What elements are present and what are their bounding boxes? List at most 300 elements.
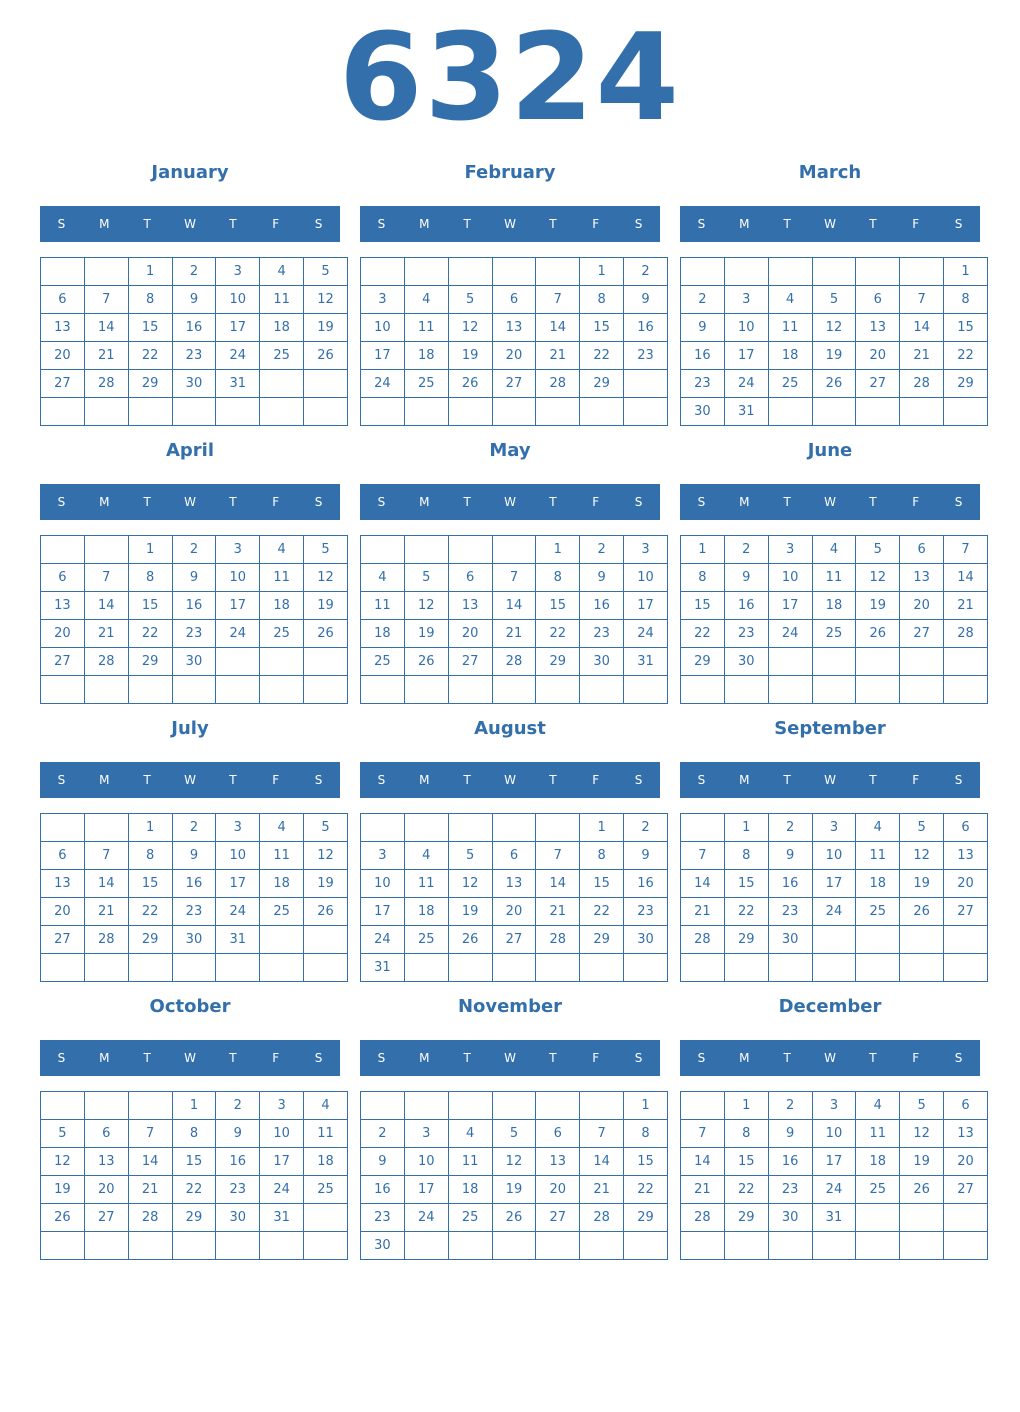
day-cell: 12 [304, 286, 348, 314]
empty-day-cell [536, 398, 580, 426]
day-cell: 18 [404, 898, 448, 926]
day-cell: 21 [536, 342, 580, 370]
day-grid [680, 813, 988, 982]
empty-day-cell [84, 258, 128, 286]
weekday-label: S [314, 495, 323, 509]
day-cell: 22 [128, 620, 172, 648]
empty-day-cell [361, 398, 405, 426]
week-row [361, 814, 668, 842]
day-cell: 23 [624, 342, 668, 370]
day-grid [40, 813, 348, 982]
day-cell: 21 [84, 898, 128, 926]
day-cell: 5 [304, 814, 348, 842]
week-row [361, 286, 668, 314]
week-row [681, 342, 988, 370]
empty-day-cell [944, 1204, 988, 1232]
weekday-label: T [229, 773, 237, 787]
day-cell: 29 [580, 370, 624, 398]
weekday-label: W [824, 1051, 836, 1065]
empty-day-cell [624, 1232, 668, 1260]
day-cell: 2 [172, 258, 216, 286]
day-cell: 8 [172, 1120, 216, 1148]
weekday-header [680, 206, 980, 242]
day-cell: 7 [580, 1120, 624, 1148]
day-cell: 20 [41, 620, 85, 648]
day-cell: 16 [768, 870, 812, 898]
empty-day-cell [260, 370, 304, 398]
week-row [681, 1232, 988, 1260]
empty-day-cell [172, 954, 216, 982]
day-cell: 22 [724, 898, 768, 926]
week-row [681, 564, 988, 592]
weekday-label: T [463, 217, 471, 231]
day-cell: 17 [216, 592, 260, 620]
day-cell: 25 [768, 370, 812, 398]
day-cell: 24 [624, 620, 668, 648]
day-cell: 1 [172, 1092, 216, 1120]
empty-day-cell [944, 648, 988, 676]
day-cell: 18 [768, 342, 812, 370]
day-cell: 10 [812, 842, 856, 870]
day-cell: 3 [216, 814, 260, 842]
day-cell: 3 [624, 536, 668, 564]
day-cell: 13 [900, 564, 944, 592]
empty-day-cell [812, 954, 856, 982]
weekday-label: M [99, 217, 110, 231]
day-cell: 7 [900, 286, 944, 314]
week-row [681, 258, 988, 286]
day-cell: 27 [41, 926, 85, 954]
day-grid [40, 535, 348, 704]
empty-day-cell [681, 676, 725, 704]
empty-day-cell [41, 954, 85, 982]
week-row [681, 620, 988, 648]
day-cell: 29 [128, 370, 172, 398]
day-cell: 21 [492, 620, 536, 648]
day-cell: 11 [260, 842, 304, 870]
empty-day-cell [944, 1232, 988, 1260]
day-cell: 1 [724, 1092, 768, 1120]
empty-day-cell [536, 1232, 580, 1260]
week-row [361, 1148, 668, 1176]
week-row [361, 926, 668, 954]
day-cell: 14 [536, 314, 580, 342]
day-cell: 8 [944, 286, 988, 314]
day-cell: 11 [260, 564, 304, 592]
day-cell: 7 [84, 842, 128, 870]
weekday-label: S [57, 495, 66, 509]
day-cell: 9 [361, 1148, 405, 1176]
weekday-label: F [272, 217, 280, 231]
day-cell: 20 [856, 342, 900, 370]
empty-day-cell [172, 676, 216, 704]
day-cell: 25 [404, 926, 448, 954]
week-row [41, 1092, 348, 1120]
weekday-label: W [184, 217, 196, 231]
weekday-label: S [377, 217, 386, 231]
day-cell: 29 [172, 1204, 216, 1232]
weekday-label: W [824, 773, 836, 787]
empty-day-cell [448, 954, 492, 982]
day-cell: 29 [944, 370, 988, 398]
empty-day-cell [84, 814, 128, 842]
empty-day-cell [681, 258, 725, 286]
day-cell: 1 [128, 258, 172, 286]
empty-day-cell [41, 258, 85, 286]
day-cell: 6 [41, 842, 85, 870]
weekday-label: T [869, 217, 877, 231]
day-cell: 3 [260, 1092, 304, 1120]
day-cell: 1 [128, 814, 172, 842]
day-cell: 22 [944, 342, 988, 370]
day-cell: 21 [944, 592, 988, 620]
day-cell: 11 [404, 870, 448, 898]
day-cell: 2 [580, 536, 624, 564]
day-cell: 4 [812, 536, 856, 564]
weekday-label: T [549, 217, 557, 231]
weekday-label: F [592, 1051, 600, 1065]
empty-day-cell [404, 954, 448, 982]
day-cell: 8 [580, 842, 624, 870]
day-cell: 12 [448, 314, 492, 342]
day-cell: 5 [812, 286, 856, 314]
day-cell: 21 [536, 898, 580, 926]
day-cell: 11 [304, 1120, 348, 1148]
day-cell: 27 [41, 648, 85, 676]
day-cell: 7 [681, 842, 725, 870]
day-grid [360, 257, 668, 426]
day-cell: 26 [812, 370, 856, 398]
empty-day-cell [856, 258, 900, 286]
day-cell: 11 [404, 314, 448, 342]
week-row [41, 870, 348, 898]
week-row [41, 1232, 348, 1260]
empty-day-cell [492, 536, 536, 564]
day-cell: 17 [812, 870, 856, 898]
empty-day-cell [856, 1232, 900, 1260]
day-cell: 22 [128, 898, 172, 926]
week-row [41, 676, 348, 704]
empty-day-cell [768, 1232, 812, 1260]
day-cell: 23 [724, 620, 768, 648]
weekday-header [40, 484, 340, 520]
day-cell: 15 [128, 314, 172, 342]
day-cell: 13 [41, 592, 85, 620]
empty-day-cell [216, 648, 260, 676]
empty-day-cell [768, 954, 812, 982]
day-cell: 3 [216, 536, 260, 564]
day-cell: 20 [492, 898, 536, 926]
day-cell: 9 [624, 842, 668, 870]
day-cell: 22 [536, 620, 580, 648]
day-cell: 21 [128, 1176, 172, 1204]
day-cell: 7 [492, 564, 536, 592]
day-cell: 18 [448, 1176, 492, 1204]
weekday-label: W [824, 217, 836, 231]
day-cell: 14 [128, 1148, 172, 1176]
empty-day-cell [624, 676, 668, 704]
day-cell: 3 [361, 286, 405, 314]
empty-day-cell [41, 1232, 85, 1260]
day-cell: 5 [304, 258, 348, 286]
day-cell: 7 [536, 286, 580, 314]
empty-day-cell [304, 926, 348, 954]
empty-day-cell [900, 398, 944, 426]
day-cell: 19 [304, 314, 348, 342]
day-cell: 13 [856, 314, 900, 342]
empty-day-cell [492, 676, 536, 704]
day-cell: 23 [768, 898, 812, 926]
day-cell: 22 [128, 342, 172, 370]
day-cell: 10 [216, 842, 260, 870]
day-cell: 5 [900, 814, 944, 842]
day-cell: 30 [172, 370, 216, 398]
empty-day-cell [361, 1092, 405, 1120]
empty-day-cell [448, 1092, 492, 1120]
day-grid [360, 1091, 668, 1260]
day-cell: 4 [856, 1092, 900, 1120]
week-row [41, 342, 348, 370]
weekday-label: T [143, 495, 151, 509]
day-cell: 9 [172, 564, 216, 592]
day-cell: 2 [172, 536, 216, 564]
empty-day-cell [404, 258, 448, 286]
week-row [41, 842, 348, 870]
empty-day-cell [361, 536, 405, 564]
day-cell: 2 [681, 286, 725, 314]
weekday-label: T [143, 773, 151, 787]
week-row [681, 1092, 988, 1120]
day-cell: 26 [304, 342, 348, 370]
week-row [681, 398, 988, 426]
week-row [361, 954, 668, 982]
day-cell: 25 [812, 620, 856, 648]
week-row [681, 814, 988, 842]
day-cell: 16 [768, 1148, 812, 1176]
weekday-label: S [314, 773, 323, 787]
week-row [361, 1092, 668, 1120]
empty-day-cell [681, 954, 725, 982]
weekday-label: S [634, 495, 643, 509]
day-cell: 21 [681, 898, 725, 926]
day-cell: 6 [944, 1092, 988, 1120]
empty-day-cell [900, 1204, 944, 1232]
empty-day-cell [41, 1092, 85, 1120]
week-row [361, 1204, 668, 1232]
day-cell: 13 [41, 314, 85, 342]
day-cell: 20 [944, 870, 988, 898]
day-cell: 17 [404, 1176, 448, 1204]
day-cell: 8 [624, 1120, 668, 1148]
empty-day-cell [84, 1092, 128, 1120]
day-cell: 8 [128, 564, 172, 592]
day-cell: 28 [681, 1204, 725, 1232]
day-cell: 29 [724, 1204, 768, 1232]
weekday-label: S [954, 495, 963, 509]
day-cell: 27 [84, 1204, 128, 1232]
day-cell: 18 [361, 620, 405, 648]
week-row [41, 898, 348, 926]
day-cell: 27 [492, 926, 536, 954]
week-row [681, 592, 988, 620]
day-cell: 9 [681, 314, 725, 342]
day-cell: 2 [624, 258, 668, 286]
day-cell: 12 [812, 314, 856, 342]
empty-day-cell [41, 398, 85, 426]
empty-day-cell [361, 676, 405, 704]
day-cell: 14 [681, 1148, 725, 1176]
day-cell: 30 [361, 1232, 405, 1260]
empty-day-cell [856, 954, 900, 982]
weekday-label: S [377, 773, 386, 787]
month-name: March [798, 162, 862, 183]
weekday-label: W [184, 773, 196, 787]
day-cell: 21 [84, 620, 128, 648]
day-cell: 5 [900, 1092, 944, 1120]
day-cell: 15 [580, 314, 624, 342]
day-cell: 7 [536, 842, 580, 870]
empty-day-cell [492, 398, 536, 426]
day-cell: 7 [84, 286, 128, 314]
day-cell: 10 [404, 1148, 448, 1176]
empty-day-cell [128, 398, 172, 426]
day-cell: 15 [128, 592, 172, 620]
week-row [681, 926, 988, 954]
day-cell: 16 [624, 870, 668, 898]
day-cell: 9 [172, 842, 216, 870]
day-cell: 23 [580, 620, 624, 648]
weekday-label: S [634, 217, 643, 231]
day-cell: 28 [128, 1204, 172, 1232]
day-cell: 29 [536, 648, 580, 676]
day-cell: 1 [580, 814, 624, 842]
empty-day-cell [260, 648, 304, 676]
day-cell: 6 [84, 1120, 128, 1148]
day-cell: 24 [724, 370, 768, 398]
weekday-label: S [377, 495, 386, 509]
empty-day-cell [404, 676, 448, 704]
day-cell: 19 [304, 870, 348, 898]
day-cell: 27 [536, 1204, 580, 1232]
week-row [361, 648, 668, 676]
weekday-label: M [419, 773, 430, 787]
weekday-label: T [549, 1051, 557, 1065]
day-cell: 12 [900, 1120, 944, 1148]
empty-day-cell [580, 398, 624, 426]
weekday-label: T [783, 495, 791, 509]
day-cell: 5 [448, 286, 492, 314]
weekday-label: M [419, 495, 430, 509]
day-cell: 13 [944, 1120, 988, 1148]
day-cell: 8 [724, 842, 768, 870]
day-cell: 25 [260, 620, 304, 648]
week-row [681, 1176, 988, 1204]
day-cell: 5 [404, 564, 448, 592]
day-cell: 3 [812, 1092, 856, 1120]
day-cell: 23 [216, 1176, 260, 1204]
week-row [361, 592, 668, 620]
day-cell: 18 [856, 1148, 900, 1176]
week-row [41, 592, 348, 620]
empty-day-cell [41, 536, 85, 564]
empty-day-cell [724, 676, 768, 704]
day-cell: 4 [260, 258, 304, 286]
week-row [41, 620, 348, 648]
day-cell: 1 [128, 536, 172, 564]
empty-day-cell [172, 1232, 216, 1260]
day-cell: 16 [361, 1176, 405, 1204]
day-cell: 30 [172, 926, 216, 954]
day-cell: 21 [681, 1176, 725, 1204]
empty-day-cell [856, 1204, 900, 1232]
day-cell: 17 [361, 898, 405, 926]
empty-day-cell [260, 676, 304, 704]
empty-day-cell [681, 1232, 725, 1260]
weekday-label: S [314, 1051, 323, 1065]
day-cell: 15 [624, 1148, 668, 1176]
day-cell: 19 [492, 1176, 536, 1204]
weekday-label: F [912, 773, 920, 787]
day-cell: 16 [681, 342, 725, 370]
day-cell: 8 [724, 1120, 768, 1148]
empty-day-cell [404, 536, 448, 564]
week-row [681, 314, 988, 342]
day-cell: 5 [41, 1120, 85, 1148]
empty-day-cell [681, 1092, 725, 1120]
day-cell: 2 [172, 814, 216, 842]
day-cell: 28 [681, 926, 725, 954]
day-cell: 14 [536, 870, 580, 898]
day-cell: 5 [856, 536, 900, 564]
day-cell: 21 [580, 1176, 624, 1204]
day-cell: 22 [624, 1176, 668, 1204]
day-cell: 13 [84, 1148, 128, 1176]
day-cell: 14 [944, 564, 988, 592]
empty-day-cell [41, 676, 85, 704]
day-cell: 12 [304, 842, 348, 870]
day-cell: 6 [944, 814, 988, 842]
empty-day-cell [681, 814, 725, 842]
weekday-header [360, 484, 660, 520]
week-row [681, 370, 988, 398]
day-cell: 4 [260, 536, 304, 564]
month-name: December [778, 996, 882, 1017]
day-cell: 26 [448, 926, 492, 954]
day-cell: 14 [681, 870, 725, 898]
day-cell: 26 [900, 898, 944, 926]
empty-day-cell [900, 648, 944, 676]
weekday-label: S [697, 495, 706, 509]
day-cell: 15 [944, 314, 988, 342]
day-cell: 27 [41, 370, 85, 398]
day-cell: 9 [724, 564, 768, 592]
empty-day-cell [404, 1232, 448, 1260]
empty-day-cell [128, 1092, 172, 1120]
day-cell: 28 [84, 370, 128, 398]
day-cell: 18 [260, 870, 304, 898]
day-cell: 13 [536, 1148, 580, 1176]
day-grid [680, 257, 988, 426]
day-cell: 11 [361, 592, 405, 620]
week-row [681, 648, 988, 676]
day-grid [680, 535, 988, 704]
day-cell: 22 [580, 342, 624, 370]
weekday-label: T [783, 1051, 791, 1065]
weekday-label: T [549, 495, 557, 509]
week-row [41, 648, 348, 676]
week-row [41, 1120, 348, 1148]
empty-day-cell [216, 954, 260, 982]
